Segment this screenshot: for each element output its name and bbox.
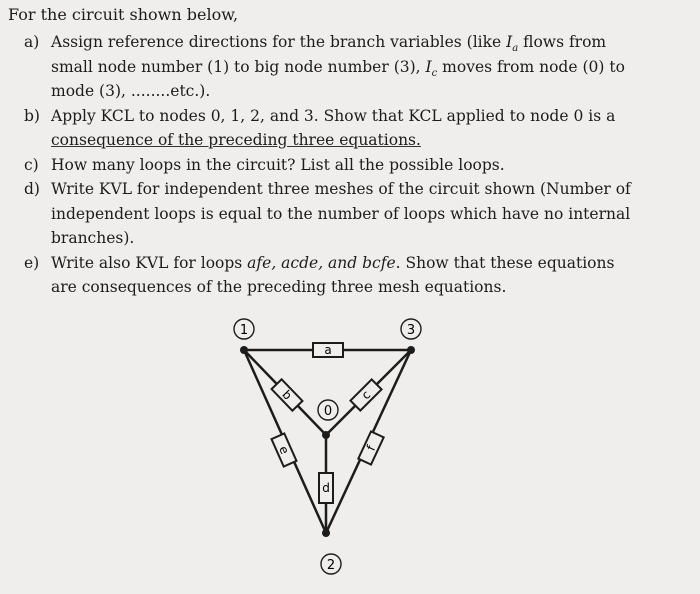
question-label: d): [24, 180, 40, 198]
question-line: [24, 30, 674, 55]
question-d: [24, 177, 674, 251]
node-label-0: 0: [323, 404, 333, 419]
current-subscript: c: [431, 67, 438, 79]
text-run: flows from: [518, 33, 607, 51]
loop-names: afe, acde, and bcfe: [247, 253, 396, 272]
current-letter: I: [506, 33, 513, 51]
element-a: [313, 343, 343, 357]
element-label-c: c: [358, 387, 374, 403]
text-run: Assign reference directions for the branch variables (like: [51, 33, 507, 51]
intro-text: For the circuit shown below,: [8, 5, 239, 24]
question-label: b): [24, 106, 40, 125]
element-b: [272, 379, 303, 410]
circuit-diagram: [215, 308, 440, 583]
question-line: mode (3), ........etc.).: [51, 82, 211, 100]
element-d: [319, 473, 333, 503]
text-run: . Show that these equations: [395, 253, 615, 272]
question-label: a): [24, 33, 40, 51]
question-line: independent loops is equal to the number of loops which have no internal: [51, 204, 631, 223]
current-letter: I: [425, 57, 432, 76]
element-c: [350, 379, 381, 410]
element-label-e: e: [276, 443, 292, 457]
question-e: [24, 251, 674, 300]
element-e: [272, 433, 297, 466]
question-label: c): [24, 155, 39, 174]
question-line: Apply KCL to nodes 0, 1, 2, and 3. Show that KCL applied to node 0 is a: [51, 106, 616, 125]
element-label-f: f: [363, 443, 379, 453]
element-label-b: b: [279, 387, 295, 403]
question-b: [24, 104, 674, 153]
current-ia: [506, 33, 519, 55]
node-dot-2: [322, 529, 330, 537]
question-a: [24, 30, 674, 104]
node-dot-0: [322, 431, 330, 439]
node-label-1: 1: [239, 323, 249, 338]
element-label-d: d: [322, 481, 330, 495]
node-dot-3: [407, 346, 415, 354]
question-line: branches).: [51, 229, 135, 247]
question-list: [24, 30, 674, 300]
question-line: [24, 55, 674, 80]
element-label-a: a: [324, 343, 332, 357]
question-line: consequence of the preceding three equations.: [51, 131, 421, 149]
question-line: are consequences of the preceding three mesh equations.: [51, 278, 507, 296]
question-line: Write KVL for independent three meshes of the circuit shown (Number of: [51, 180, 631, 198]
node-label-3: 3: [406, 323, 416, 338]
text-run: small node number (1) to big node number (3),: [51, 57, 426, 76]
text-run: Write also KVL for loops: [51, 253, 248, 272]
question-line: How many loops in the circuit? List all the possible loops.: [51, 155, 505, 174]
circuit-wires: [244, 350, 411, 533]
node-label-2: 2: [326, 558, 336, 573]
question-label: e): [24, 253, 40, 272]
text-run: moves from node (0) to: [437, 57, 625, 76]
current-subscript: a: [512, 43, 519, 55]
question-c: [24, 153, 674, 178]
current-ic: [425, 57, 438, 79]
question-line: [24, 251, 674, 276]
node-dot-1: [240, 346, 248, 354]
element-f: [358, 431, 383, 464]
